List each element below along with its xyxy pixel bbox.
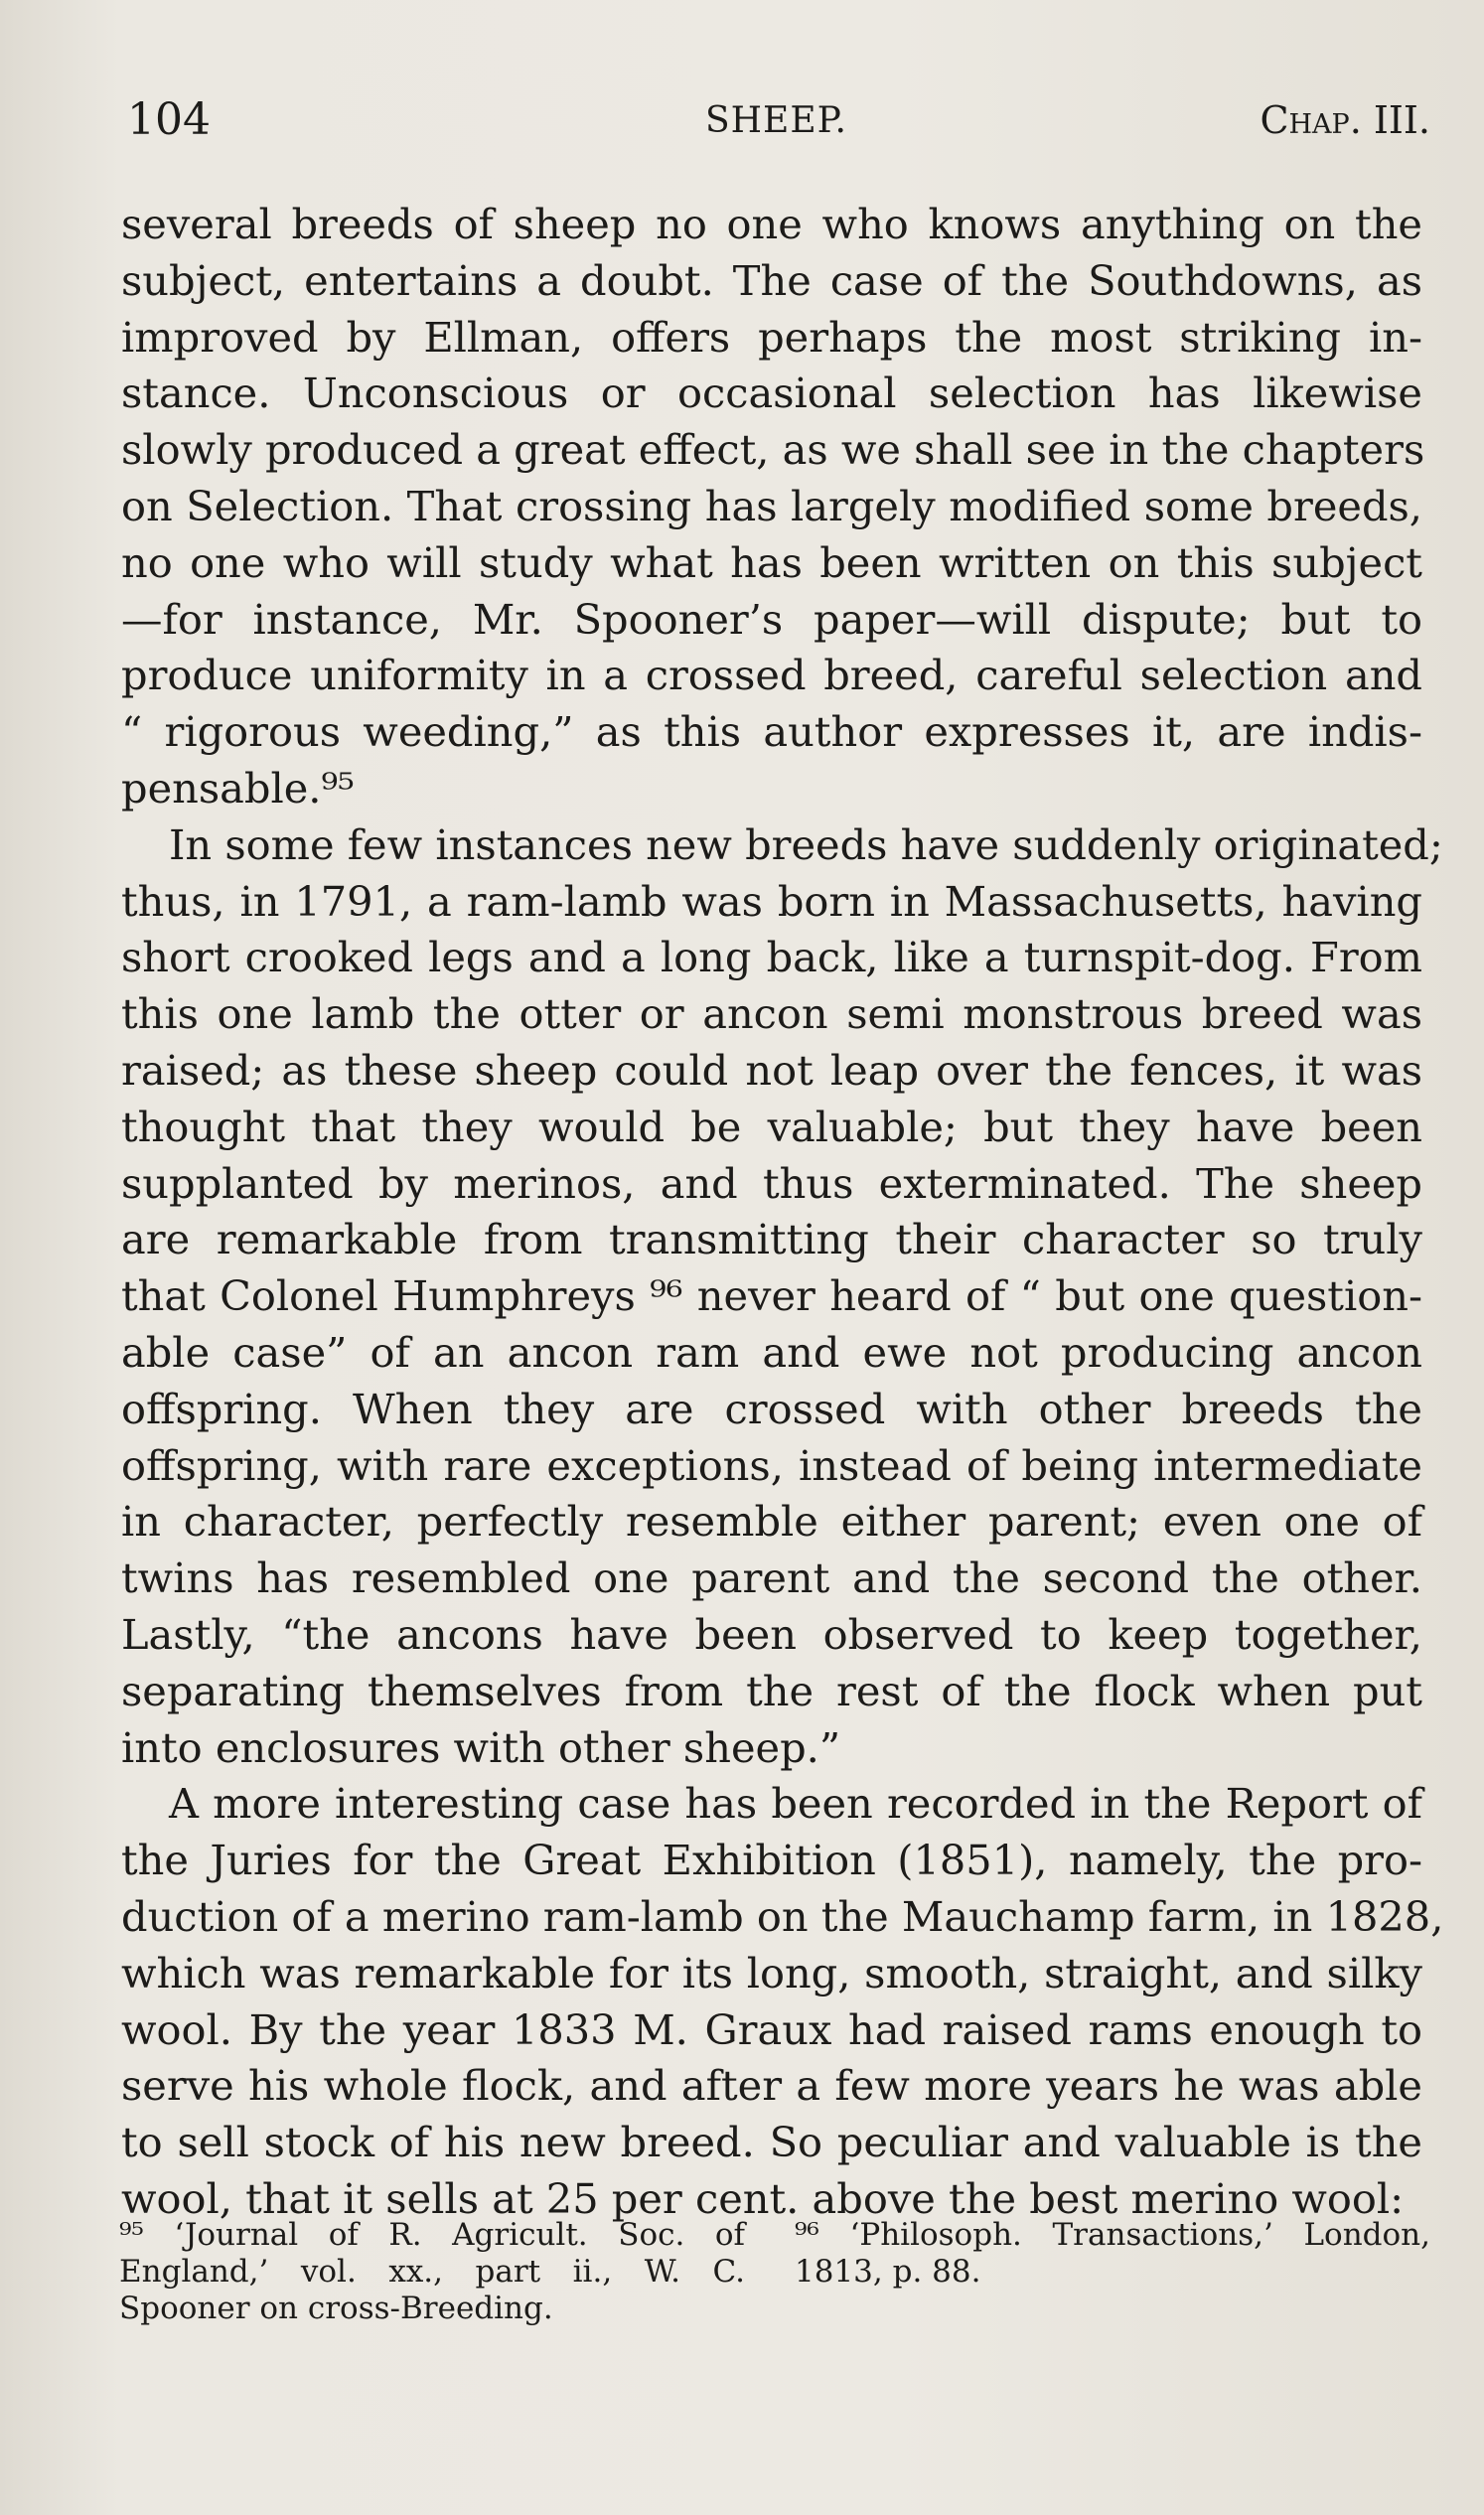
- text-line: this one lamb the otter or ancon semi monstrous breed was: [121, 989, 1422, 1039]
- text-line: “ rigorous weeding,” as this author expresses it, are indis-: [121, 707, 1422, 757]
- text-line: produce uniformity in a crossed breed, careful selection and: [121, 651, 1422, 700]
- text-line: Lastly, “the ancons have been observed to keep together,: [121, 1609, 1422, 1659]
- paragraph: [121, 197, 1425, 817]
- text-line: the Juries for the Great Exhibition (1851), namely, the pro-: [121, 1836, 1422, 1885]
- text-line: slowly produced a great effect, as we shall see in the chapters: [121, 425, 1425, 475]
- footnote-line: 1813, p. 88.: [795, 2254, 981, 2290]
- text-line: into enclosures with other sheep.”: [121, 1722, 841, 1772]
- text-line: short crooked legs and a long back, like a turnspit-dog. From: [121, 933, 1422, 982]
- text-line: duction of a merino ram-lamb on the Mauchamp farm, in 1828,: [121, 1891, 1444, 1941]
- text-line: pensable.⁹⁵: [121, 763, 355, 813]
- text-line: in character, perfectly resemble either parent; even one of: [121, 1497, 1422, 1547]
- text-line: offspring. When they are crossed with other breeds the: [121, 1384, 1422, 1433]
- body-text: [121, 197, 1444, 2228]
- text-line: are remarkable from transmitting their character so truly: [121, 1215, 1422, 1264]
- text-line: no one who will study what has been written on this subject: [121, 537, 1422, 587]
- text-line: improved by Ellman, offers perhaps the most striking in-: [121, 312, 1422, 362]
- footnote-line: Spooner on cross-Breeding.: [119, 2291, 553, 2326]
- text-line: able case” of an ancon ram and ewe not producing ancon: [121, 1327, 1422, 1377]
- text-line: supplanted by merinos, and thus exterminated. The sheep: [121, 1158, 1422, 1208]
- text-line: offspring, with rare exceptions, instead of being intermediate: [121, 1440, 1422, 1490]
- text-line: serve his whole flock, and after a few more years he was able: [121, 2061, 1422, 2111]
- text-line: thus, in 1791, a ram-lamb was born in Massachusetts, having: [121, 876, 1422, 926]
- text-line: to sell stock of his new breed. So peculiar and valuable is the: [121, 2118, 1422, 2167]
- text-line: wool, that it sells at 25 per cent. above the best merino wool:: [121, 2173, 1405, 2223]
- text-line: In some few instances new breeds have suddenly originated;: [169, 819, 1443, 869]
- text-line: thought that they would be valuable; but they have been: [121, 1102, 1422, 1151]
- paragraph: [121, 817, 1443, 1777]
- footnote-95: [119, 2217, 745, 2327]
- footnote-line: ⁹⁶ ‘Philosoph. Transactions,’ London,: [795, 2217, 1430, 2253]
- text-line: raised; as these sheep could not leap over the fences, it was: [121, 1045, 1422, 1095]
- running-header: [127, 94, 1430, 154]
- footnote-96: [795, 2217, 1430, 2291]
- paragraph: [121, 1776, 1444, 2227]
- text-line: —for instance, Mr. Spooner’s paper—will dispute; but to: [121, 594, 1422, 644]
- text-line: twins has resembled one parent and the second the other.: [121, 1553, 1422, 1603]
- chapter-label: Chap. III.: [1260, 98, 1430, 142]
- text-line: wool. By the year 1833 M. Graux had raised rams enough to: [121, 2004, 1422, 2054]
- text-line: subject, entertains a doubt. The case of the Southdowns, as: [121, 255, 1422, 305]
- text-line: which was remarkable for its long, smooth, straight, and silky: [121, 1948, 1422, 1997]
- page-number: 104: [127, 94, 211, 145]
- footnote-line: England,’ vol. xx., part ii., W. C.: [119, 2254, 745, 2290]
- text-line: A more interesting case has been recorded in the Report of: [169, 1779, 1422, 1829]
- text-line: on Selection. That crossing has largely modified some breeds,: [121, 481, 1422, 530]
- text-line: that Colonel Humphreys ⁹⁶ never heard of “ but one question-: [121, 1271, 1422, 1321]
- text-line: several breeds of sheep no one who knows anything on the: [121, 200, 1422, 248]
- text-line: stance. Unconscious or occasional selection has likewise: [121, 369, 1422, 418]
- footnote-line: ⁹⁵ ‘Journal of R. Agricult. Soc. of: [119, 2217, 745, 2253]
- running-title: SHEEP.: [705, 100, 847, 141]
- text-line: separating themselves from the rest of the flock when put: [121, 1666, 1422, 1715]
